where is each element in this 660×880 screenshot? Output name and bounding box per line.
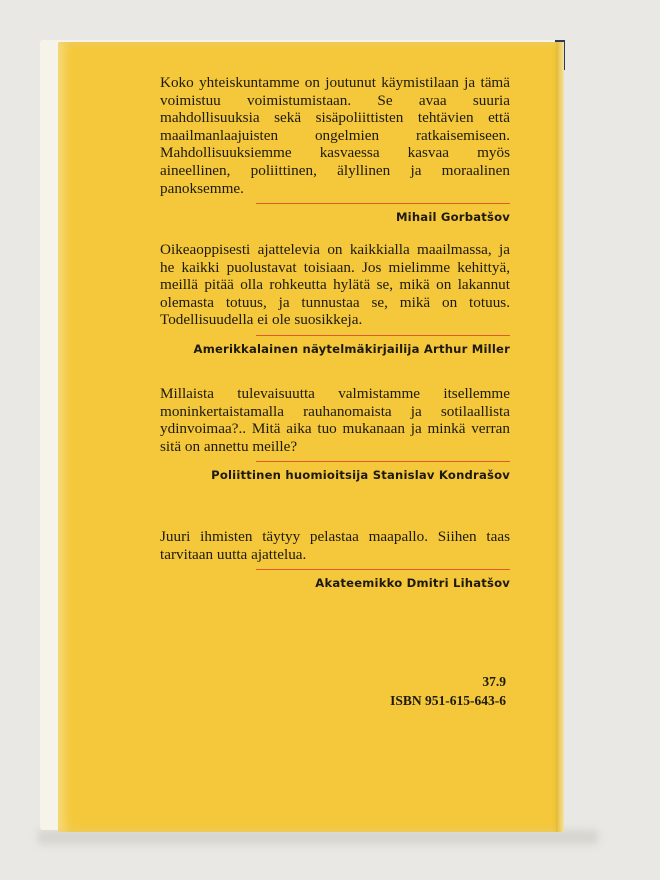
quote-text: Koko yhteiskuntamme on joutunut käymistilaan ja tämä voimistuu voimistumistaan. Se avaa suuria mahdollisuuksia sekä sisäpoliittisten tehtävien että maailmanlaajuisten ongelmien ratkaisemiseen. Mahdollisuuksiemme kasvaessa kasvaa myös aineellinen, poliittinen, älyllinen ja moraalinen panoksemme. [160, 74, 510, 197]
quote-kondrasov [160, 385, 510, 482]
quote-attribution: Akateemikko Dmitri Lihatšov [315, 576, 510, 591]
quote-attribution: Amerikkalainen näytelmäkirjailija Arthur Miller [193, 341, 510, 356]
isbn-number: ISBN 951-615-643-6 [390, 693, 506, 708]
red-rule [256, 461, 510, 462]
red-rule [256, 569, 510, 570]
quote-text: Oikeaoppisesti ajattelevia on kaikkialla maailmassa, ja he kaikki puolustavat toisiaan. Jos mielimme kehittyä, meillä pitää olla rohkeutta hylätä se, mikä on lakannut olemasta totuus, ja tunnustaa se, mikä on totuus. Todellisuudella ei ole suosikkeja. [160, 241, 510, 329]
quote-miller [160, 241, 510, 356]
red-rule [256, 335, 510, 336]
classification-number: 37.9 [482, 674, 506, 689]
book-shadow [38, 830, 598, 844]
isbn-block [300, 672, 506, 710]
red-rule [256, 203, 510, 204]
quote-text: Juuri ihmisten täytyy pelastaa maapallo. Siihen taas tarvitaan uutta ajattelua. [160, 528, 510, 563]
quote-attribution: Poliittinen huomioitsija Stanislav Kondrašov [211, 468, 510, 483]
quote-attribution: Mihail Gorbatšov [395, 210, 510, 225]
quote-lihatsov [160, 528, 510, 590]
cover-edge [556, 42, 564, 832]
quote-gorbatsov [160, 74, 510, 224]
quote-text: Millaista tulevaisuutta valmistamme itsellemme moninkertaistamalla rauhanomaista ja sotilaallista ydinvoimaa?.. Mitä aika tuo mukanaan ja minkä verran sitä on annettu meille? [160, 385, 510, 455]
